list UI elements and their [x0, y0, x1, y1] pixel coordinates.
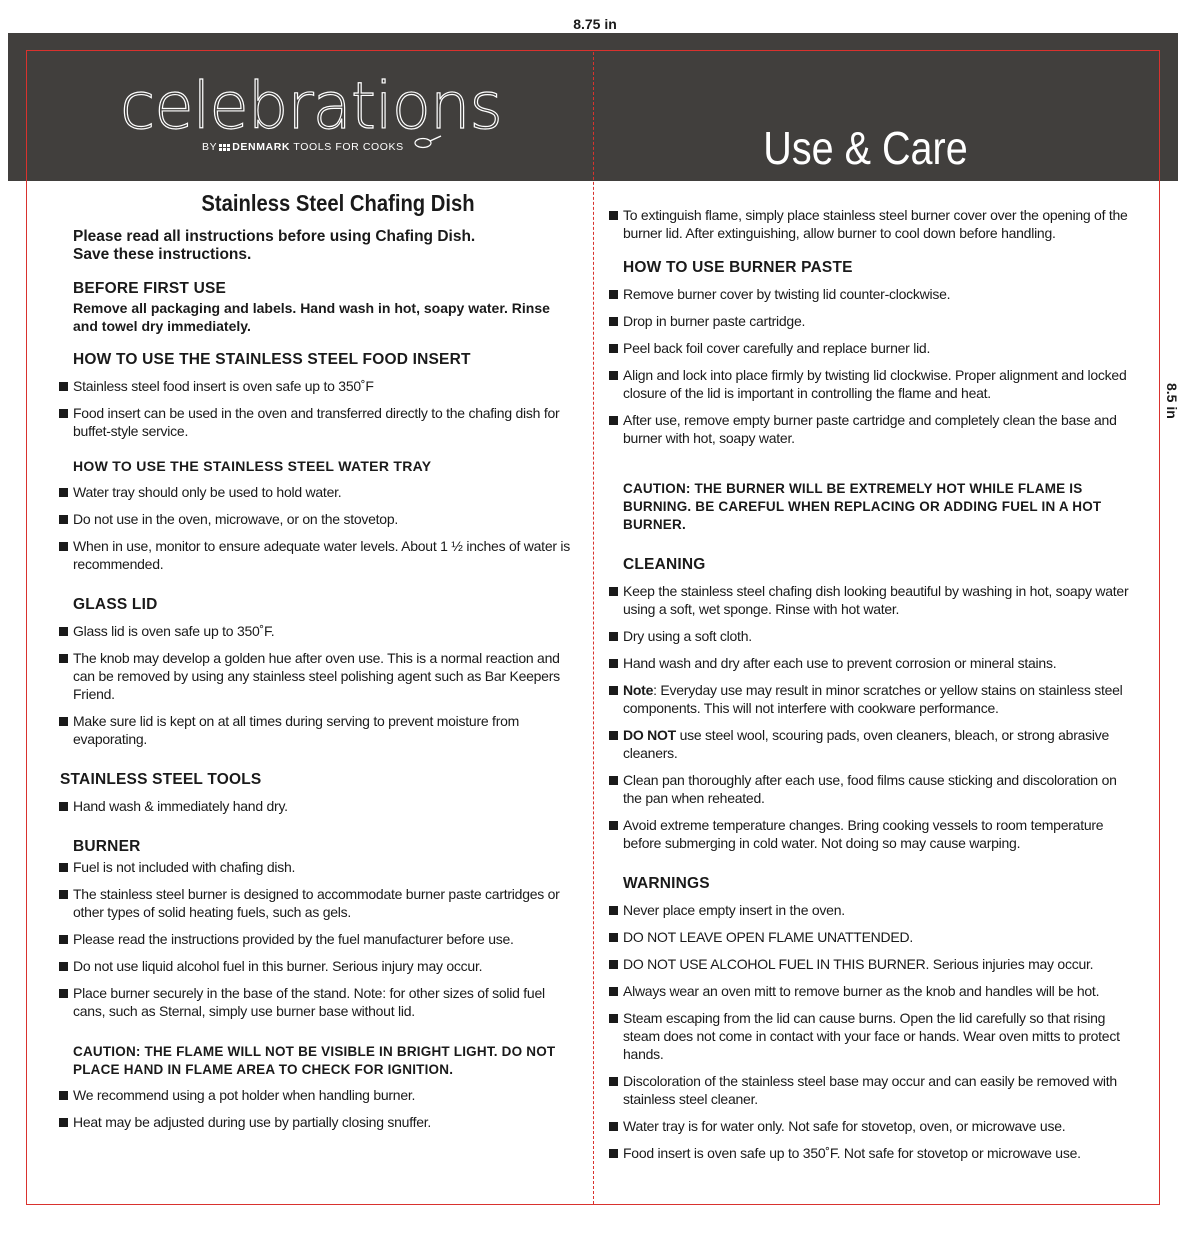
bullet-icon	[59, 890, 68, 899]
fold-line	[593, 52, 594, 1204]
bullet-icon	[609, 371, 618, 380]
list-item: Discoloration of the stainless steel base may occur and can easily be removed with stainless steel cleaner.	[608, 1072, 1130, 1108]
food-insert-list	[58, 377, 578, 440]
bullet-icon	[609, 821, 618, 830]
logo-tagline-rest: TOOLS FOR COOKS	[293, 141, 404, 153]
water-tray-heading: HOW TO USE THE STAINLESS STEEL WATER TRAY	[73, 458, 432, 474]
bullet-icon	[59, 863, 68, 872]
bullet-icon	[59, 627, 68, 636]
list-item: DO NOT use steel wool, scouring pads, oven cleaners, bleach, or strong abrasive cleaners.	[608, 726, 1130, 762]
burner-list-after	[58, 1086, 578, 1131]
right-column	[608, 206, 1130, 1171]
bullet-icon	[609, 659, 618, 668]
list-item: Note: Everyday use may result in minor scratches or yellow stains on stainless steel components. This will not interfere with cookware performance.	[608, 681, 1130, 717]
bullet-icon	[59, 542, 68, 551]
bullet-icon	[609, 906, 618, 915]
logo-wordmark: celebrations	[120, 70, 502, 144]
list-item: After use, remove empty burner paste cartridge and completely clean the base and burner with hot, soapy water.	[608, 411, 1130, 447]
glass-lid-list	[58, 622, 578, 748]
food-insert-heading: HOW TO USE THE STAINLESS STEEL FOOD INSERT	[73, 351, 471, 368]
list-item: Make sure lid is kept on at all times during serving to prevent moisture from evaporating.	[58, 712, 578, 748]
bullet-icon	[59, 717, 68, 726]
list-item: DO NOT LEAVE OPEN FLAME UNATTENDED.	[608, 928, 1130, 946]
list-item: Do not use in the oven, microwave, or on the stovetop.	[58, 510, 578, 528]
list-item: Water tray should only be used to hold water.	[58, 483, 578, 501]
bullet-icon	[609, 1077, 618, 1086]
skillet-icon	[413, 133, 443, 149]
list-item: Stainless steel food insert is oven safe up to 350˚F	[58, 377, 578, 395]
list-item: Never place empty insert in the oven.	[608, 901, 1130, 919]
intro-text	[58, 228, 578, 264]
bullet-icon	[609, 416, 618, 425]
list-item: Drop in burner paste cartridge.	[608, 312, 1130, 330]
burner-hot-caution: CAUTION: THE BURNER WILL BE EXTREMELY HOT WHILE FLAME IS BURNING. BE CAREFUL WHEN REPLACING OR ADDING FUEL IN A HOT BURNER.	[623, 481, 1102, 532]
page-title: Use & Care	[763, 122, 968, 174]
cleaning-heading: CLEANING	[623, 556, 706, 573]
list-item: Clean pan thoroughly after each use, food films cause sticking and discoloration on the pan when reheated.	[608, 771, 1130, 807]
logo-tagline	[202, 141, 404, 153]
list-item: Please read the instructions provided by the fuel manufacturer before use.	[58, 930, 578, 948]
bullet-icon	[609, 1014, 618, 1023]
list-item: Dry using a soft cloth.	[608, 627, 1130, 645]
logo-tagline-brand: DENMARK	[232, 141, 291, 153]
denmark-grid-icon	[219, 144, 230, 151]
cleaning-list	[608, 582, 1130, 852]
burner-paste-heading: HOW TO USE BURNER PASTE	[623, 259, 853, 276]
flame-caution: CAUTION: THE FLAME WILL NOT BE VISIBLE IN BRIGHT LIGHT. DO NOT PLACE HAND IN FLAME AREA TO CHECK FOR IGNITION.	[73, 1044, 556, 1077]
list-item: Glass lid is oven safe up to 350˚F.	[58, 622, 578, 640]
bullet-icon	[609, 1122, 618, 1131]
bullet-icon	[609, 960, 618, 969]
bullet-icon	[59, 488, 68, 497]
bullet-icon	[609, 632, 618, 641]
bullet-icon	[609, 1149, 618, 1158]
list-item: Always wear an oven mitt to remove burner as the knob and handles will be hot.	[608, 982, 1130, 1000]
height-dimension-label: 8.5 in	[1164, 383, 1180, 419]
bullet-icon	[609, 344, 618, 353]
logo-tagline-by: BY	[202, 141, 218, 153]
bullet-icon	[609, 290, 618, 299]
bullet-icon	[609, 587, 618, 596]
intro-line-1: Please read all instructions before using Chafing Dish.	[73, 228, 476, 245]
extinguish-list	[608, 206, 1130, 242]
bullet-icon	[609, 211, 618, 220]
bullet-icon	[59, 1118, 68, 1127]
document-title: Stainless Steel Chafing Dish	[201, 190, 475, 216]
do-not-label: DO NOT	[623, 727, 676, 743]
tools-list	[58, 797, 578, 815]
list-item: Do not use liquid alcohol fuel in this burner. Serious injury may occur.	[58, 957, 578, 975]
list-item: Remove burner cover by twisting lid counter-clockwise.	[608, 285, 1130, 303]
bullet-icon	[59, 515, 68, 524]
list-item: Hand wash and dry after each use to prevent corrosion or mineral stains.	[608, 654, 1130, 672]
bullet-icon	[59, 989, 68, 998]
burner-heading: BURNER	[73, 838, 141, 855]
bullet-icon	[59, 1091, 68, 1100]
warnings-heading: WARNINGS	[623, 875, 710, 892]
list-item: The stainless steel burner is designed to accommodate burner paste cartridges or other types of solid heating fuels, such as gels.	[58, 885, 578, 921]
list-item: Align and lock into place firmly by twisting lid clockwise. Proper alignment and locked closure of the lid is important in controlling the flame and heat.	[608, 366, 1130, 402]
list-item: Heat may be adjusted during use by partially closing snuffer.	[58, 1113, 578, 1131]
burner-list	[58, 858, 578, 1020]
bullet-icon	[59, 802, 68, 811]
bullet-icon	[609, 933, 618, 942]
burner-paste-list	[608, 285, 1130, 447]
note-label: Note	[623, 682, 654, 698]
tools-heading: STAINLESS STEEL TOOLS	[60, 771, 262, 788]
list-item: Food insert can be used in the oven and transferred directly to the chafing dish for buffet-style service.	[58, 404, 578, 440]
bullet-icon	[59, 382, 68, 391]
before-first-use-heading: BEFORE FIRST USE	[73, 280, 227, 297]
list-item: Fuel is not included with chafing dish.	[58, 858, 578, 876]
intro-line-2: Save these instructions.	[73, 246, 252, 263]
bullet-icon	[609, 987, 618, 996]
bullet-icon	[609, 317, 618, 326]
list-item: When in use, monitor to ensure adequate water levels. About 1 ½ inches of water is recommended.	[58, 537, 578, 573]
list-item: We recommend using a pot holder when handling burner.	[58, 1086, 578, 1104]
bullet-icon	[59, 654, 68, 663]
bullet-icon	[609, 776, 618, 785]
water-tray-list	[58, 483, 578, 573]
bullet-icon	[59, 409, 68, 418]
list-item: Place burner securely in the base of the stand. Note: for other sizes of solid fuel cans, such as Sternal, simply use burner base without lid.	[58, 984, 578, 1020]
glass-lid-heading: GLASS LID	[73, 596, 158, 613]
width-dimension-label: 8.75 in	[573, 16, 617, 32]
warnings-list	[608, 901, 1130, 1162]
brand-logo	[120, 70, 520, 167]
list-item: The knob may develop a golden hue after oven use. This is a normal reaction and can be removed by using any stainless steel polishing agent such as Bar Keepers Friend.	[58, 649, 578, 703]
list-item: Water tray is for water only. Not safe for stovetop, oven, or microwave use.	[608, 1117, 1130, 1135]
list-item: Food insert is oven safe up to 350˚F. Not safe for stovetop or microwave use.	[608, 1144, 1130, 1162]
bullet-icon	[609, 731, 618, 740]
list-item: Hand wash & immediately hand dry.	[58, 797, 578, 815]
list-item: Steam escaping from the lid can cause burns. Open the lid carefully so that rising steam does not come in contact with your face or hands. Wear oven mitts to protect hands.	[608, 1009, 1130, 1063]
bullet-icon	[609, 686, 618, 695]
list-item: DO NOT USE ALCOHOL FUEL IN THIS BURNER. Serious injuries may occur.	[608, 955, 1130, 973]
bullet-icon	[59, 935, 68, 944]
list-item: Keep the stainless steel chafing dish looking beautiful by washing in hot, soapy water using a soft, wet sponge. Rinse with hot water.	[608, 582, 1130, 618]
list-item: Peel back foil cover carefully and replace burner lid.	[608, 339, 1130, 357]
left-column	[58, 190, 578, 1140]
before-first-use-text: Remove all packaging and labels. Hand wash in hot, soapy water. Rinse and towel dry immediately.	[73, 300, 550, 334]
list-item: Avoid extreme temperature changes. Bring cooking vessels to room temperature before submerging in cold water. Not doing so may cause warping.	[608, 816, 1130, 852]
list-item: To extinguish flame, simply place stainless steel burner cover over the opening of the burner lid. After extinguishing, allow burner to cool down before handling.	[608, 206, 1130, 242]
bullet-icon	[59, 962, 68, 971]
